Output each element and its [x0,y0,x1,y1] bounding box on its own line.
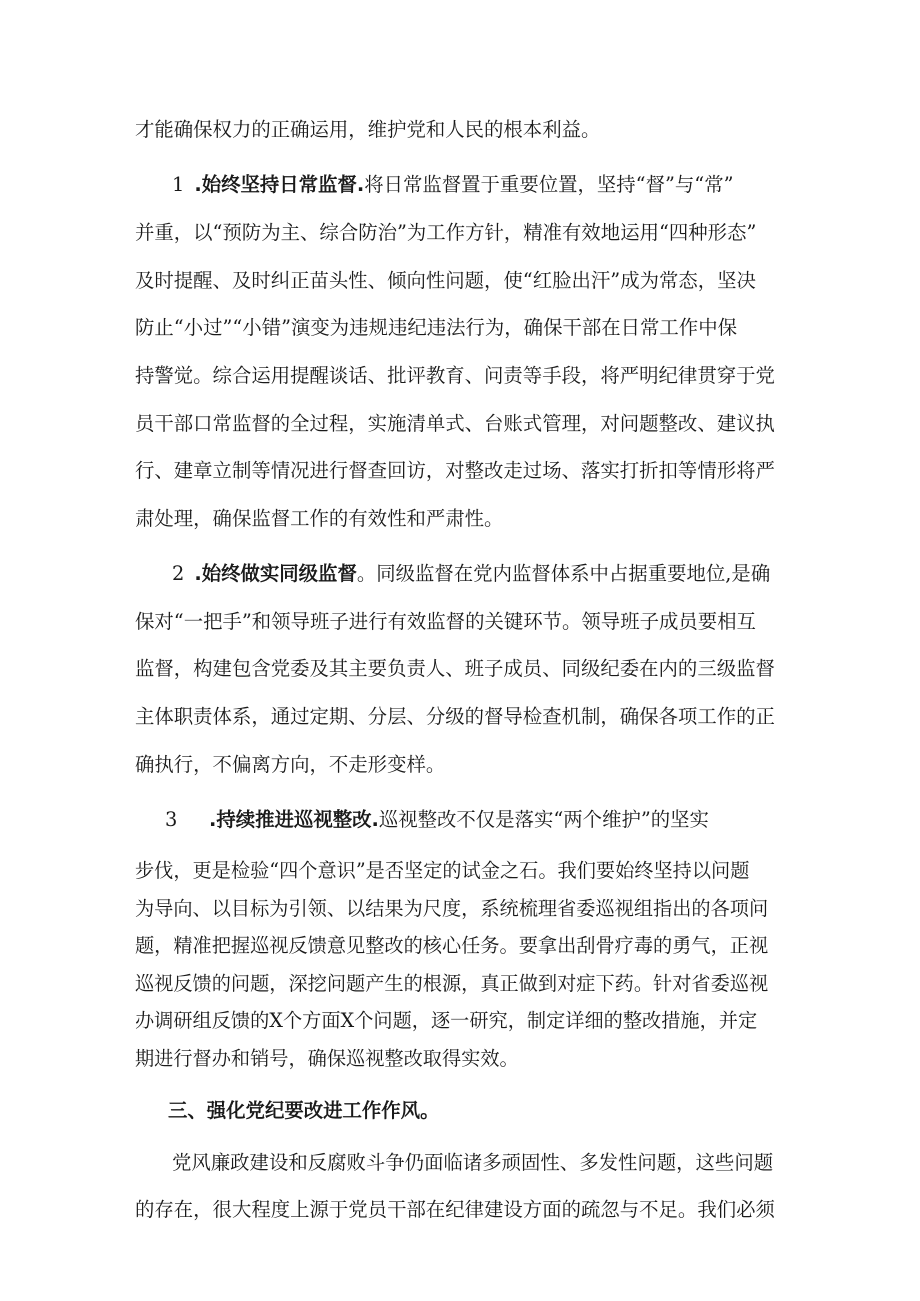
item3-line: 步伐，更是检验“四个意识”是否坚定的试金之石。我们要始终坚持以问题 [135,859,750,882]
item3-lead: 巡视整改不仅是落实“两个维护”的坚实 [378,808,709,831]
item1-line: 及时提醒、及时纠正苗头性、倾向性问题，使“红脸出汗”成为常态，坚决 [135,269,756,292]
item3-line: 题，精准把握巡视反馈意见整改的核心任务。要拿出刮骨疗毒的勇气，正视 [135,934,769,957]
item1-line: 持警觉。综合运用提醒谈话、批评教育、问责等手段，将严明纪律贯穿于党 [135,364,775,387]
section3-line: 党风廉政建设和反腐败斗争仍面临诸多顽固性、多发性问题，这些问题 [172,1151,774,1174]
item1-line: 员干部口常监督的全过程，实施清单式、台账式管理，对问题整改、建议执 [135,412,775,435]
section3-line: 的存在，很大程度上源于党员干部在纪律建设方面的疏忽与不足。我们必须 [135,1198,775,1221]
item2-line: 监督，构建包含党委及其主要负责人、班子成员、同级纪委在内的三级监督 [135,657,775,680]
item1-lead: 将日常监督置于重要位置，坚持“督”与“常” [364,173,734,196]
item2-line: 主体职责体系，通过定期、分层、分级的督导检查机制，确保各项工作的正 [135,705,775,728]
item2-first-line [172,561,770,587]
item1-line: 并重，以“预防为主、综合防治”为工作方针，精准有效地运用“四种形态” [135,221,757,244]
item2-number: 2 [172,562,185,585]
item3-heading: .持续推进巡视整改. [209,808,379,831]
item2-line: 确执行，不偏离方向，不走形变样。 [135,753,446,776]
item3-line: 为导向、以目标为引领、以结果为尺度，系统梳理省委巡视组指出的各项问 [135,897,769,920]
item1-heading: .始终坚持日常监督. [194,173,365,196]
item2-lead: 。同级监督在党内监督体系中占据重要地位,是确 [356,562,771,585]
item3-first-line [165,807,709,833]
item2-line: 保对“一把手”和领导班子进行有效监督的关键环节。领导班子成员要相互 [135,610,756,633]
section3-heading: 三、强化党纪要改进工作作风。 [168,1099,440,1122]
item1-number: 1 [172,173,185,196]
item1-line: 防止“小过”“小错”演变为违规违纪违法行为，确保干部在日常工作中保 [135,316,737,339]
item2-heading: .始终做实同级监督 [194,562,357,585]
intro-tail-line: 才能确保权力的正确运用，维护党和人民的根本利益。 [135,118,601,141]
item3-line: 期进行督办和销号，确保巡视整改取得实效。 [135,1047,519,1070]
item3-number: 3 [165,808,178,831]
item1-line: 行、建章立制等情况进行督查回访，对整改走过场、落实打折扣等情形将严 [135,459,775,482]
item3-line: 巡视反馈的问题，深挖问题产生的根源，真正做到对症下药。针对省委巡视 [135,972,769,995]
item1-line: 肃处理，确保监督工作的有效性和严肃性。 [135,507,504,530]
item1-first-line [172,172,734,198]
item3-line: 办调研组反馈的X个方面X个问题，逐一研究，制定详细的整改措施，并定 [135,1009,758,1032]
